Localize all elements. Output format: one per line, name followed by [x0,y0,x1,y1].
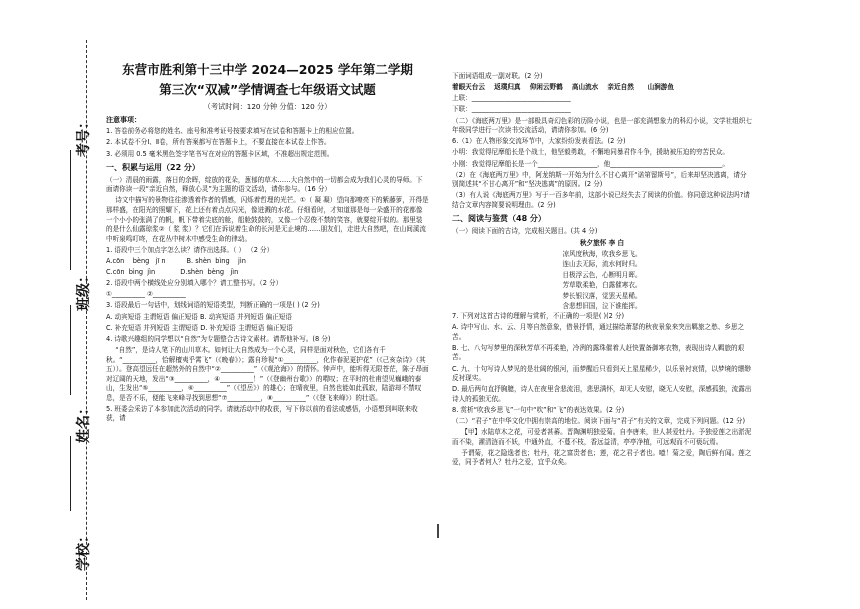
question-7-option-c: C. 九、十句写诗人梦见的是壮阔的银河，而梦醒后只看到天上星星稀少，以乐景衬哀情，以梦境的缥缈反衬现实。 [452,364,751,383]
couplet-lower[interactable]: 下联：______________________________ [452,105,571,114]
question-7-option-a: A. 诗中写山、水、云、月等自然意象，借景抒情，通过描绘萧瑟的秋夜景象来突出羁旅之愁、乡思之苦。 [452,323,745,341]
question-4-text[interactable]: “自然”，是诗人笔下的山川草木。如何让大自然成为一个心灵，同样是面对秋色，它们各有千秋。“__________，恰解檀夷乎霄飞”（《晚春》）；露自珍视“①__________，化作春泥更护花”（《己亥杂诗》（其五））。登高望远任在超然外的自然中“②__________”（《观沧海》）的情怀。钟声中，能听得无限苍茫，陈子昂面对辽阔的天地，发出“③__________，④__________！”（《登幽州台歌》）的喟叹；在平时的杜甫望见巍峨的泰山，生发出“⑤__________，⑥__________”（《望岳》）的雄心；在晴夜里，自然也能如此孤寂，陆游却不禁叹息，是否不乐，便能飞来峰寻找到思想“⑦__________，⑧__________”（《登飞来峰》）的壮语。 [106,346,429,402]
question-7-option-b: B. 七、八句写梦里的深秋芳草不再柔艳，冷冽的露珠催着人赶快置备御寒衣物，表现出诗人羁旅的艰苦。 [452,343,745,362]
classical-text-jia-2: 予谓菊，花之隐逸者也；牡丹，花之富贵者也；莲，花之君子者也。噫！菊之爱，陶后鲜有闻。莲之爱，同予者何人？牡丹之爱，宜乎众矣。 [452,448,752,467]
question-6-part-2: （2）在《海底两万里》中，阿龙纳斯一开始为什么不甘心离开“诺第留斯号”，后来却坚决逃离，请分别简述其“不甘心离开”和“坚决逃离”的原因。(2 分) [452,170,747,189]
question-2: 2. 语段中两个横线处应分别填入哪个？请工整书写。（2 分） [106,279,283,288]
poem [452,238,752,312]
passage-intro: （一）清晨的雨露，落日的余晖，绽放的花朵，葱郁的草木……大自然中的一切都会成为我们心灵的导师。下面请你读一段“亲近自然，释放心灵”为主题的语文活动，请你参与。（16 分） [106,175,423,194]
section-heading-2: 二、阅读与鉴赏（48 分） [452,214,546,224]
poem-title: 秋夕旅怀 李 白 [579,239,625,248]
reading-intro: （一）阅读下面的古诗，完成相关题目。(共 4 分) [452,227,598,236]
question-7-option-d: D. 最后两句直抒胸臆，诗人在夜里含悲流泪，悲思满怀，却无人安慰，晓无人安慰，深感孤独，流露出诗人的孤独无依。 [452,385,752,403]
couplet-words: 着眼天台云 返璞归真 仰闲云野鹤 高山流水 亲近自然 山涧游鱼 [452,83,674,92]
notes-heading: 注意事项： [106,116,141,125]
question-3-options-b: C. 补充短语 并列短语 主谓短语 D. 补充短语 主谓短语 偏正短语 [106,323,293,332]
question-1-options-a: A.cōn bèng jī n B. shèn bìng jìn [106,256,246,265]
poem-line: 连山去无际，流水何时归。 [562,260,642,269]
classical-text-jia: 【甲】水陆草木之花，可爱者甚蕃。晋陶渊明独爱菊。自李唐来，世人甚爱牡丹。予独爱莲之出淤泥而不染，濯清涟而不妖，中通外直，不蔓不枝，香远益清，亭亭净植，可远观而不可亵玩焉。 [452,428,752,446]
binding-margin [0,0,104,609]
right-column [452,72,752,470]
couplet-upper[interactable]: 上联：______________________________ [452,94,571,103]
poem-line: 含悲想旧国，泣下谁能挥。 [562,302,642,311]
question-5: 5. 班委会采访了本参加此次活动的同学。请就活动中的收获，写下你以前的看法或感悟，小语想到叫联来收获，请 [106,404,418,423]
exam-title-line2: 第三次“双减”学情调查七年级语文试题 [159,81,376,97]
margin-label-name: 姓名： [76,401,92,443]
note-2: 2. 本试卷不分Ⅰ、Ⅱ卷，所有答案都写在答题卡上，不要直接在本试卷上作答。 [106,138,331,147]
margin-label-exam-number: 考号： [76,115,92,157]
note-3: 3. 必须用 0.5 毫米黑色签字笔书写在对应的答题卡区域，不准超出规定范围。 [106,149,334,158]
question-7: 7. 下列对这首古诗的理解与赏析，不正确的一项是( )(2 分) [452,312,625,321]
page-fold-mark [437,524,439,538]
left-column [106,62,429,426]
question-8: 8. 赏析“吹我乡思飞”一句中“吹”和“飞”的表达效果。(2 分) [452,405,625,414]
margin-label-class: 班级： [76,269,92,311]
section-heading-1: 一、积累与运用（22 分） [106,163,200,173]
exam-info: （考试时间：120 分钟 分值：120 分） [203,101,332,111]
question-6-xiaogang[interactable]: 小刚：我觉得尼摩船长是一个__________________，他__________________________________。 [452,159,729,168]
class-fill-line[interactable] [70,305,71,395]
question-2-blanks[interactable]: ①__________ ②__________ [106,290,186,299]
question-6: 6.（1）在人物形象交流环节中，大家纷纷发表看法。(2 分) [452,137,626,146]
exam-title-line1: 东营市胜利第十三中学 2024—2025 学年第二学期 [122,62,413,77]
poem-line: 芳草歇柔艳，白露催寒衣。 [562,281,642,290]
exam-number-fill-line[interactable] [70,150,71,270]
question-4: 4. 诗歌兴趣组的同学想以“自然”为专题整合古诗文素材。请帮他补写。(8 分) [106,334,331,343]
question-6-part-3: （3）有人说《海底两万里》写于一百多年前，这部小说已经失去了阅读的价值。你同意这种说法吗?请结合文章内容简要说明理由。(2 分) [452,191,750,209]
poem-line: 梦长银汉落，觉罢天星稀。 [562,291,642,300]
passage-body: 诗文中描写的景物往往渗透着作者的情感，闪烁着哲理的光芒。①（ 凝 凝）望向那嘹亮下的紫藤萝，开得是那样盛，在阳光的照耀下，花上还有着点点闪光，像迸溅的水花。仔细看时，才知道那是每一朵盛开的花都像一个小小的张满了的帆，帆下带着尖底的舱，船舱鼓鼓的，又像一个忍俊不禁的笑容，就要绽开似的。那里装的是什么仙露琼浆②（ 浆 浆）？它们在诉说着生命的长河是无止境的……朋友们，走进大自然吧，在山间溪流中听泉鸣叮咚，在花丛中树木中感受生命的律动。 [106,196,429,243]
question-1: 1. 语段中三个加点字怎么读？请作出选择。（ ） （2 分） [106,245,274,254]
poem-line: 凉风度秋海，吹我乡思飞。 [562,249,642,258]
part-2b-intro: （二）“君子”在中华文化中拥有崇高的地位。阅读下面与“君子”有关的文章，完成下列问题。(12 分) [452,417,746,426]
note-1: 1. 答卷前务必将您的姓名、座号和准考证号按要求填写在试卷和答题卡上的相应位置。 [106,127,359,136]
name-fill-line[interactable] [70,436,71,511]
poem-line: 目极浮云色，心断明月晖。 [562,270,642,279]
question-6-xiaoming: 小明：我觉得尼摩船长是个战士，他坚毅勇敢，不懈地同暴君作斗争，援助被压迫的穷苦民众。 [452,148,729,157]
margin-label-school: 学校： [76,529,92,571]
question-3-options-a: A. 动宾短语 主谓短语 偏正短语 B. 动宾短语 并列短语 偏正短语 [106,312,293,321]
question-1-options-b: C.cōn bìng jìn D.shèn bèng jìn [106,268,239,277]
couplet-intro: 下面词语组成一副对联。(2 分) [452,72,543,80]
part-2-intro: （二）《海底两万里》是一部极具奇幻色彩的历险小说，也是一部充满想象力的科幻小说，文学社组织七年级同学进行一次读书交流活动，请请你参加。(6 分) [452,116,753,135]
question-3: 3. 语段最后一句话中，划线词语的短语类型，判断正确的一项是( ) (2 分) [106,301,320,310]
